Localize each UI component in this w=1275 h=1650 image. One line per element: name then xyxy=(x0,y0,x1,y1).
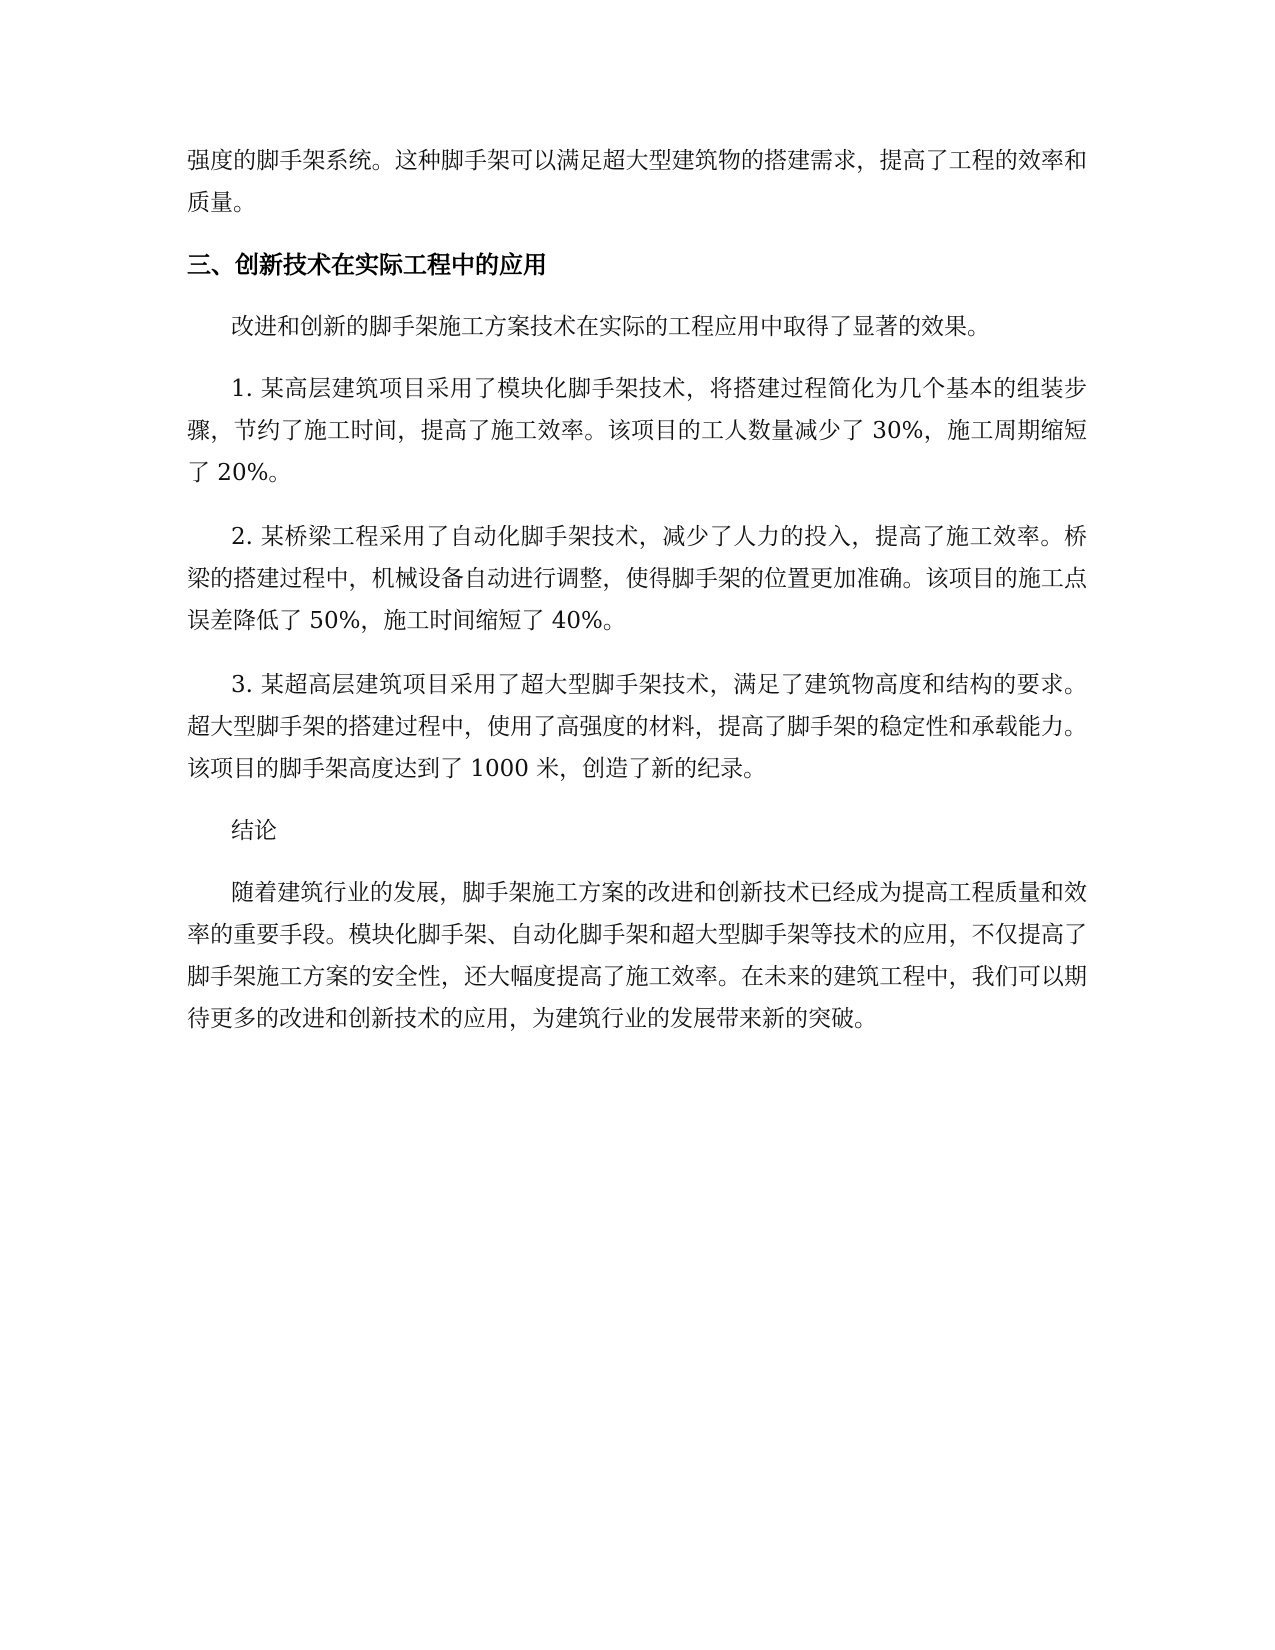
conclusion-paragraph: 随着建筑行业的发展，脚手架施工方案的改进和创新技术已经成为提高工程质量和效率的重要手段。模块化脚手架、自动化脚手架和超大型脚手架等技术的应用，不仅提高了脚手架施工方案的安全性，还大幅度提高了施工效率。在未来的建筑工程中，我们可以期待更多的改进和创新技术的应用，为建筑行业的发展带来新的突破。 xyxy=(187,880,1087,1032)
conclusion-heading: 结论 xyxy=(231,818,277,844)
case-paragraph-3: 3. 某超高层建筑项目采用了超大型脚手架技术，满足了建筑物高度和结构的要求。超大型脚手架的搭建过程中，使用了高强度的材料，提高了脚手架的稳定性和承载能力。该项目的脚手架高度达到了 1000 米，创造了新的纪录。 xyxy=(187,672,1087,782)
intro-continuation-paragraph: 强度的脚手架系统。这种脚手架可以满足超大型建筑物的搭建需求，提高了工程的效率和质量。 xyxy=(187,148,1087,216)
case-paragraph-2: 2. 某桥梁工程采用了自动化脚手架技术，减少了人力的投入，提高了施工效率。桥梁的搭建过程中，机械设备自动进行调整，使得脚手架的位置更加准确。该项目的施工点误差降低了 50%，施工时间缩短了 40%。 xyxy=(187,524,1087,634)
section-heading: 三、创新技术在实际工程中的应用 xyxy=(187,251,547,279)
case-paragraph-1: 1. 某高层建筑项目采用了模块化脚手架技术，将搭建过程简化为几个基本的组装步骤，节约了施工时间，提高了施工效率。该项目的工人数量减少了 30%，施工周期缩短了 20%。 xyxy=(187,376,1087,486)
document-page xyxy=(187,140,1087,1040)
section-intro-paragraph: 改进和创新的脚手架施工方案技术在实际的工程应用中取得了显著的效果。 xyxy=(231,314,990,340)
